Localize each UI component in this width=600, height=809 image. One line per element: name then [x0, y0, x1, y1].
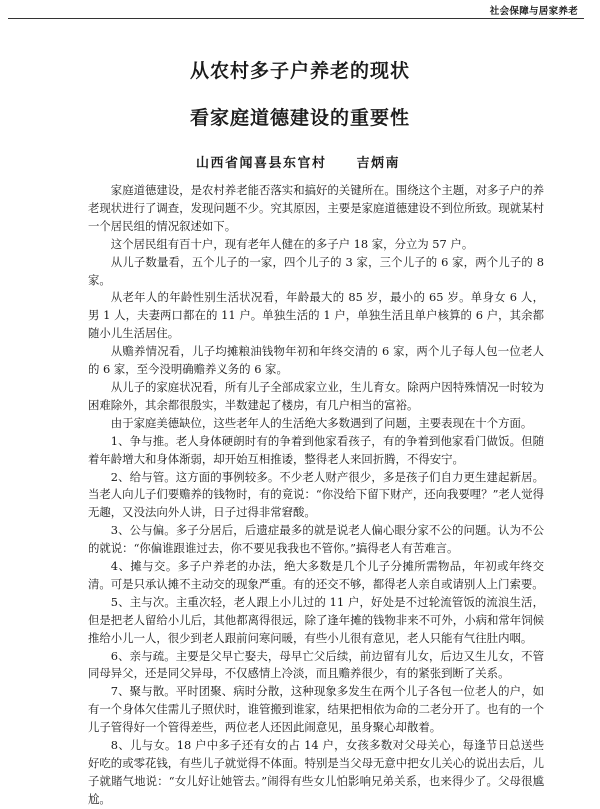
- body-paragraph: 从儿子的家庭状况看，所有儿子全部成家立业，生儿育女。除两户因特殊情况一时较为困难除外，其余都很殷实，半数建起了楼房，有几户相当的富裕。: [88, 379, 544, 412]
- body-paragraph: 8、儿与女。18 户中多子还有女的占 14 户，女孩多数对父母关心，每逢节日总送些好吃的或零花钱，有些儿子就觉得不体面。特别是当父母无意中把女儿关心的说出去后，儿子就賭气地说：“女儿好让她管去。”闹得有些女儿怕影响兄弟关系，也来得少了。父母很尴尬。: [88, 738, 544, 806]
- body-paragraph: 从儿子数量看，五个儿子的一家，四个儿子的 3 家，三个儿子的 6 家，两个儿子的 8 家。: [88, 254, 544, 287]
- body-paragraph: 3、公与偏。多子分居后，后遗症最多的就是说老人偏心眼分家不公的问题。认为不公的就说：“你偏谁跟谁过去，你不要见我我也不管你。”搞得老人有苦难言。: [88, 523, 544, 556]
- article-body: [88, 182, 544, 809]
- byline: [196, 152, 400, 171]
- body-paragraph: 7、聚与散。平时团聚、病时分散，这种现象多发生在两个儿子各包一位老人的户，如有一个身体欠佳需儿子照伏时，谁管搬到谁家，结果把相依为命的二老分开了。也有的一个儿子管得好一个管得差些，两位老人还因此闹意见，虽身聚心却散着。: [88, 684, 544, 735]
- body-paragraph: 1、争与推。老人身体硬朗时有的争着到他家看孩子，有的争着到他家看门做饭。但随着年龄增大和身体渐弱，却开始互相推诿，整得老人来回折腾，不得安宁。: [88, 433, 544, 466]
- body-paragraph: 5、主与次。主重次轻，老人跟上小儿过的 11 户，好处是不过轮流管饭的流浪生活，但是把老人留给小儿后，其他都离得很远，除了逢年摊的钱物非来不可外，小病和常年饲候推给小儿一人，很少到老人跟前问寒问暖，有些小儿很有意见，老人只能有气往肚内咽。: [88, 594, 544, 645]
- article-title-line-1: 从农村多子户养老的现状: [189, 60, 410, 82]
- body-paragraph: 这个居民组有百十户，现有老年人健在的多子户 18 家，分立为 57 户。: [110, 236, 474, 251]
- body-paragraph: 6、亲与疏。主要是父早亡娶夫，母早亡父后续，前边留有儿女，后边又生儿女，不管同母异父，还是同父异母，不仅感情上冷淡，而且赡养很少，有的紧张到断了关系。: [88, 648, 544, 681]
- body-paragraph: 从赡养情况看，儿子均摊粮油钱物年初和年终交清的 6 家，两个儿子每人包一位老人的 6 家，至今没明确赡养义务的 6 家。: [88, 344, 544, 377]
- article-title-line-2: 看家庭道德建设的重要性: [189, 107, 410, 129]
- author-affiliation: 山西省闻喜县东官村: [196, 156, 327, 171]
- author-name: 吉炳南: [356, 156, 401, 171]
- body-paragraph: 4、摊与交。多子户养老的办法，绝大多数是几个儿子分摊所需物品，年初或年终交清。可是只承认摊不主动交的现象严重。有的还交不够，都得老人亲自或请别人上门索要。: [88, 559, 544, 591]
- body-paragraph: 从老年人的年龄性别生活状况看，年龄最大的 85 岁，最小的 65 岁。单身女 6 人，男 1 人，夫妻两口都在的 11 户。单独生活的 1 户，单独生活且单户核算的 6 户，其余都随小儿生活居住。: [88, 290, 544, 341]
- running-header-section: 社会保障与居家养老: [489, 6, 578, 17]
- body-paragraph: 家庭道德建设，是农村养老能否落实和搞好的关键所在。围绕这个主题，对多子户的养老现状进行了调查，发现问题不少。究其原因，主要是家庭道德建设不到位所致。现就某村一个居民组的情况叙述如下。: [88, 183, 544, 233]
- body-paragraph: 由于家庭美德缺位，这些老年人的生活绝大多数遇到了问题，主要表现在十个方面。: [110, 415, 533, 430]
- header-divider: [8, 18, 584, 19]
- body-paragraph: 2、给与管。这方面的事例较多。不少老人财产很少，多是孩子们自力更生建起新居。当老人向儿子们要赡养的钱物时，有的竟说：“你没给下留下财产，还向我要哩？”老人觉得无趣，又没法向外人讲，日子过得非常窘酸。: [88, 469, 544, 520]
